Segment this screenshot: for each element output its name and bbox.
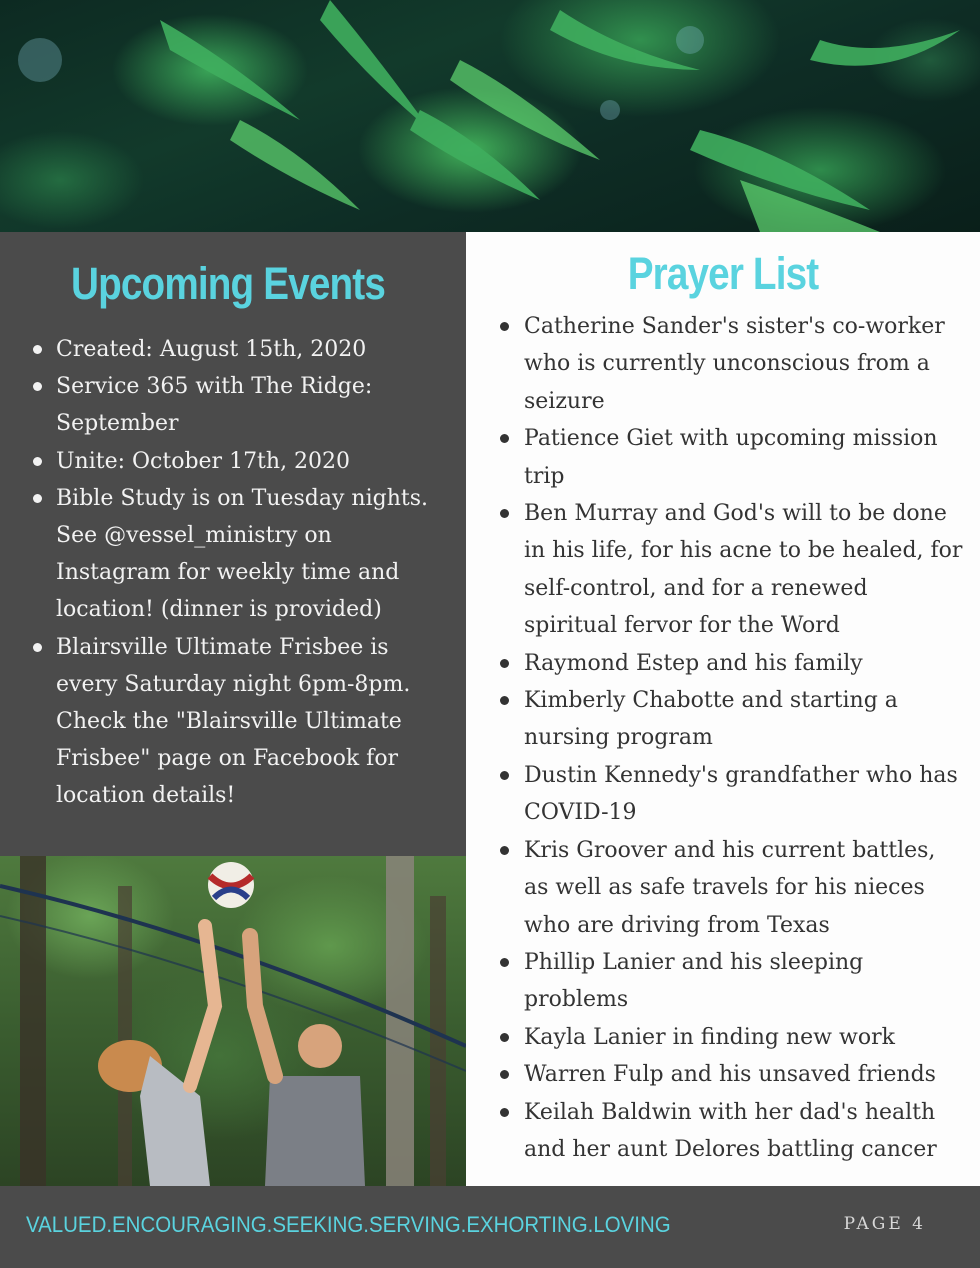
foliage-photo xyxy=(0,0,980,232)
events-title: Upcoming Events xyxy=(71,258,385,309)
prayer-item: Raymond Estep and his family xyxy=(496,645,966,682)
foliage-leaves-graphic xyxy=(0,0,980,232)
prayer-item: Catherine Sander's sister's co-worker who is currently unconscious from a seizure xyxy=(496,308,966,420)
event-item: Blairsville Ultimate Frisbee is every Saturday night 6pm-8pm. Check the "Blairsville Ultimate Frisbee" page on Facebook for location details! xyxy=(30,629,450,815)
prayer-item: Patience Giet with upcoming mission trip xyxy=(496,420,966,495)
page-number: PAGE 4 xyxy=(843,1214,926,1234)
prayer-item: Warren Fulp and his unsaved friends xyxy=(496,1056,966,1093)
prayer-item: Kris Groover and his current battles, as well as safe travels for his nieces who are driving from Texas xyxy=(496,832,966,944)
volleyball-scene-graphic xyxy=(0,856,466,1186)
event-item: Unite: October 17th, 2020 xyxy=(30,443,450,480)
prayer-item: Kimberly Chabotte and starting a nursing program xyxy=(496,682,966,757)
volleyball-photo xyxy=(0,856,466,1186)
event-item: Service 365 with The Ridge: September xyxy=(30,368,450,442)
event-item: Created: August 15th, 2020 xyxy=(30,331,450,368)
prayer-item: Keilah Baldwin with her dad's health and her aunt Delores battling cancer xyxy=(496,1094,966,1169)
prayer-item: Kayla Lanier in finding new work xyxy=(496,1019,966,1056)
event-item: Bible Study is on Tuesday nights. See @vessel_ministry on Instagram for weekly time and location! (dinner is provided) xyxy=(30,480,450,629)
events-list xyxy=(30,331,450,815)
footer-motto: VALUED.ENCOURAGING.SEEKING.SERVING.EXHORTING.LOVING xyxy=(26,1212,671,1237)
prayer-item: Ben Murray and God's will to be done in his life, for his acne to be healed, for self-control, and for a renewed spiritual fervor for the Word xyxy=(496,495,966,645)
prayer-item: Phillip Lanier and his sleeping problems xyxy=(496,944,966,1019)
prayer-item: Dustin Kennedy's grandfather who has COVID-19 xyxy=(496,757,966,832)
prayer-title: Prayer List xyxy=(627,248,819,299)
prayer-list xyxy=(496,308,966,1168)
